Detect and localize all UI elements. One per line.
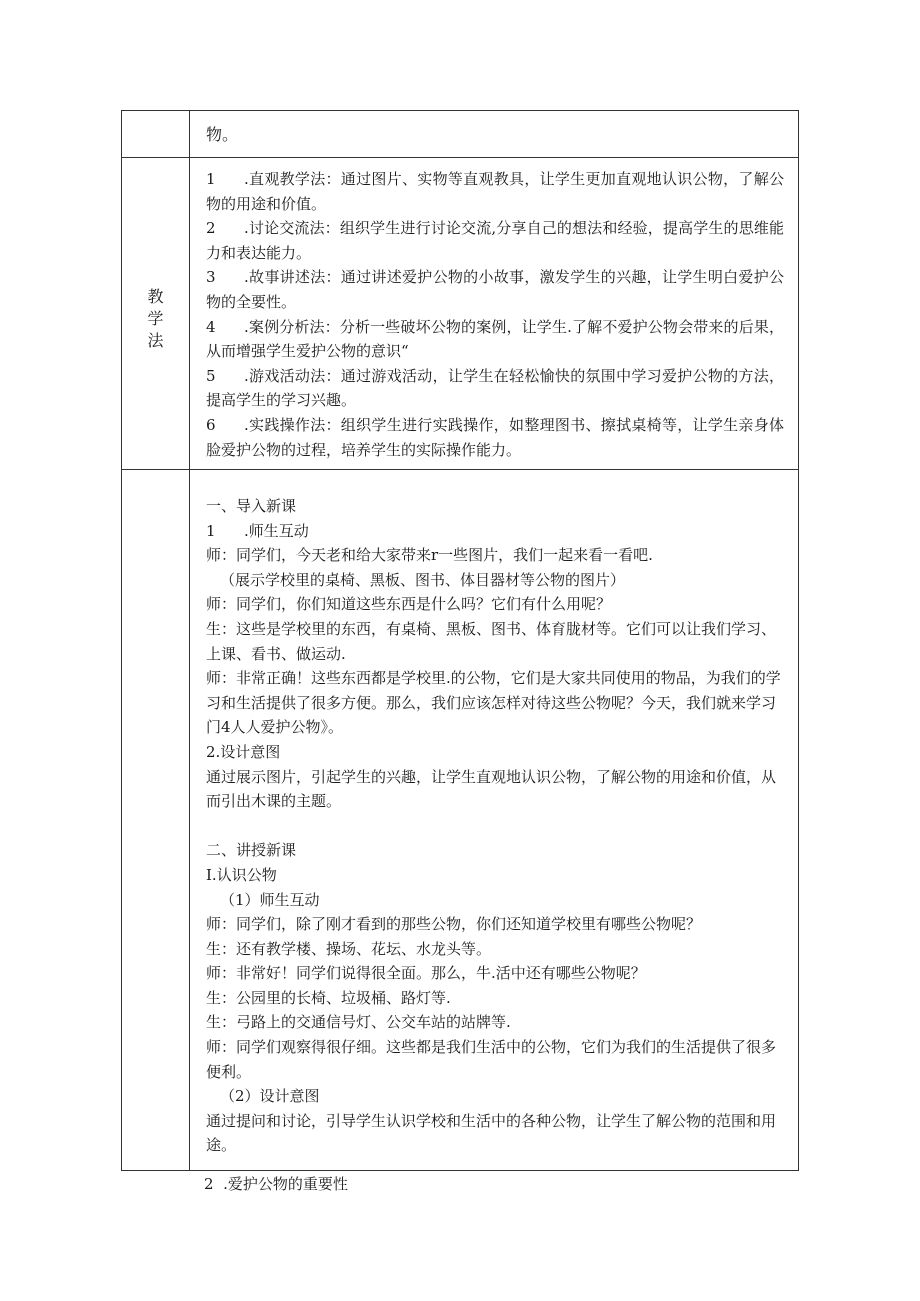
teaching-methods-list bbox=[190, 158, 798, 462]
dialogue-line: 生：这些是学校里的东西，有桌椅、黑板、图书、体育胧材等。它们可以让我们学习、上课、看书、做运动. bbox=[206, 619, 777, 663]
subsection-title bbox=[206, 519, 788, 544]
item-number: 3 bbox=[206, 268, 216, 287]
dialogue-line: 生：弓路上的交通信号灯、公交车站的站牌等. bbox=[206, 1013, 511, 1032]
item-text: .讨论交流法：组织学生进行讨论交流,分享自己的想法和经验，提高学生的思维能力和表达能力。 bbox=[206, 219, 784, 262]
item-number: 4 bbox=[206, 317, 216, 336]
item-text: .案例分析法：分析一些破坏公物的案例，让学生.了解不爱护公物会带来的后果，从而增强学生爱护公物的意识“ bbox=[206, 317, 784, 361]
list-item bbox=[206, 265, 784, 314]
section-title: 一、导入新课 bbox=[206, 497, 297, 515]
dialogue-line: 师：同学们观察得很仔细。这些都是我们生活中的公物，它们为我们的生活提供了很多便利。 bbox=[206, 1038, 777, 1081]
dialogue-line: 生：公园里的长椅、垃圾桶、路灯等. bbox=[206, 988, 451, 1007]
spacer bbox=[206, 814, 788, 839]
subsection-title: I.认识公物 bbox=[206, 865, 277, 884]
item-text: .故事讲述法：通过讲述爱护公物的小故事，激发学生的兴趣，让学生明白爱护公物的全要性。 bbox=[206, 268, 784, 311]
item-text: .师生互动 bbox=[244, 521, 309, 540]
item-number: 2 bbox=[204, 1175, 214, 1193]
subsection-title: 2.设计意图 bbox=[206, 742, 281, 761]
content-cell bbox=[190, 470, 799, 1171]
item-number: 6 bbox=[206, 415, 216, 434]
item-number: 1 bbox=[206, 170, 216, 188]
item-number: 5 bbox=[206, 366, 216, 385]
item-text: .直观教学法：通过图片、实物等直观教具，让学生更加直观地认识公物，了解公物的用途和价值。 bbox=[206, 170, 784, 213]
content-cell bbox=[190, 158, 799, 470]
dialogue-line: 师：同学们，除了刚才看到的那些公物，你们还知道学校里有哪些公物呢？ bbox=[206, 915, 702, 934]
stage-direction: （展示学校里的桌椅、黑板、图书、体目器材等公物的图片） bbox=[220, 570, 626, 589]
list-item bbox=[206, 167, 784, 216]
dialogue-line: 师：同学们，今天老和给大家带来r一些图片，我们一起来看一看吧. bbox=[206, 546, 653, 565]
list-item bbox=[206, 216, 784, 265]
teaching-process bbox=[190, 470, 798, 1158]
row1-text: 物。 bbox=[206, 125, 239, 144]
dialogue-line: 生：还有教学楼、操场、花坛、水龙头等。 bbox=[206, 939, 492, 958]
label-cell-empty bbox=[122, 111, 190, 158]
paragraph: 通过展示图片，引起学生的兴趣，让学生直观地认识公物，了解公物的用途和价值，从而引出木课的主题。 bbox=[206, 767, 777, 811]
label-cell-teaching-methods bbox=[122, 158, 190, 470]
dialogue-line: 师：非常好！同学们说得很全面。那么，牛.活中还有哪些公物呢？ bbox=[206, 964, 646, 983]
item-number: 1 bbox=[206, 521, 216, 540]
item-text: .游戏活动法：通过游戏活动，让学生在轻松愉快的氛围中学习爱护公物的方法，提高学生的学习兴趣。 bbox=[206, 366, 784, 410]
teaching-methods-label: 教学法 bbox=[147, 287, 164, 350]
table-row bbox=[122, 111, 799, 158]
item-number: 2 bbox=[206, 219, 216, 238]
dialogue-line: 师：同学们，你们知道这些东西是什么吗？它们有什么用呢？ bbox=[206, 595, 612, 614]
list-item bbox=[206, 413, 784, 462]
content-cell bbox=[190, 111, 799, 158]
sub-subsection-title: （1）师生互动 bbox=[220, 890, 320, 909]
paragraph: 通过提问和讨论，引导学生认识学校和生活中的各种公物，让学生了解公物的范围和用途。 bbox=[206, 1111, 777, 1155]
item-text: .爱护公物的重要性 bbox=[223, 1175, 348, 1193]
lesson-plan-table bbox=[121, 110, 799, 1171]
list-item bbox=[206, 364, 784, 413]
item-text: .实践操作法：组织学生进行实践操作，如整理图书、擦拭桌椅等，让学生亲身体脸爱护公物的过程，培养学生的实际操作能力。 bbox=[206, 415, 784, 459]
table-row bbox=[122, 470, 799, 1171]
section-title: 二、讲授新课 bbox=[206, 841, 297, 860]
continuation-heading bbox=[204, 1172, 348, 1196]
sub-subsection-title: （2）设计意图 bbox=[220, 1087, 320, 1106]
dialogue-line: 师：非常正确！这些东西都是学校里.的公物，它们是大家共同使用的物品，为我们的学习和生活提供了很多方便。那么，我们应该怎样对待这些公物呢？今天，我们就来学习门4人人爱护公物》。 bbox=[206, 669, 781, 737]
list-item bbox=[206, 315, 784, 364]
label-cell-empty bbox=[122, 470, 190, 1171]
table-row bbox=[122, 158, 799, 470]
